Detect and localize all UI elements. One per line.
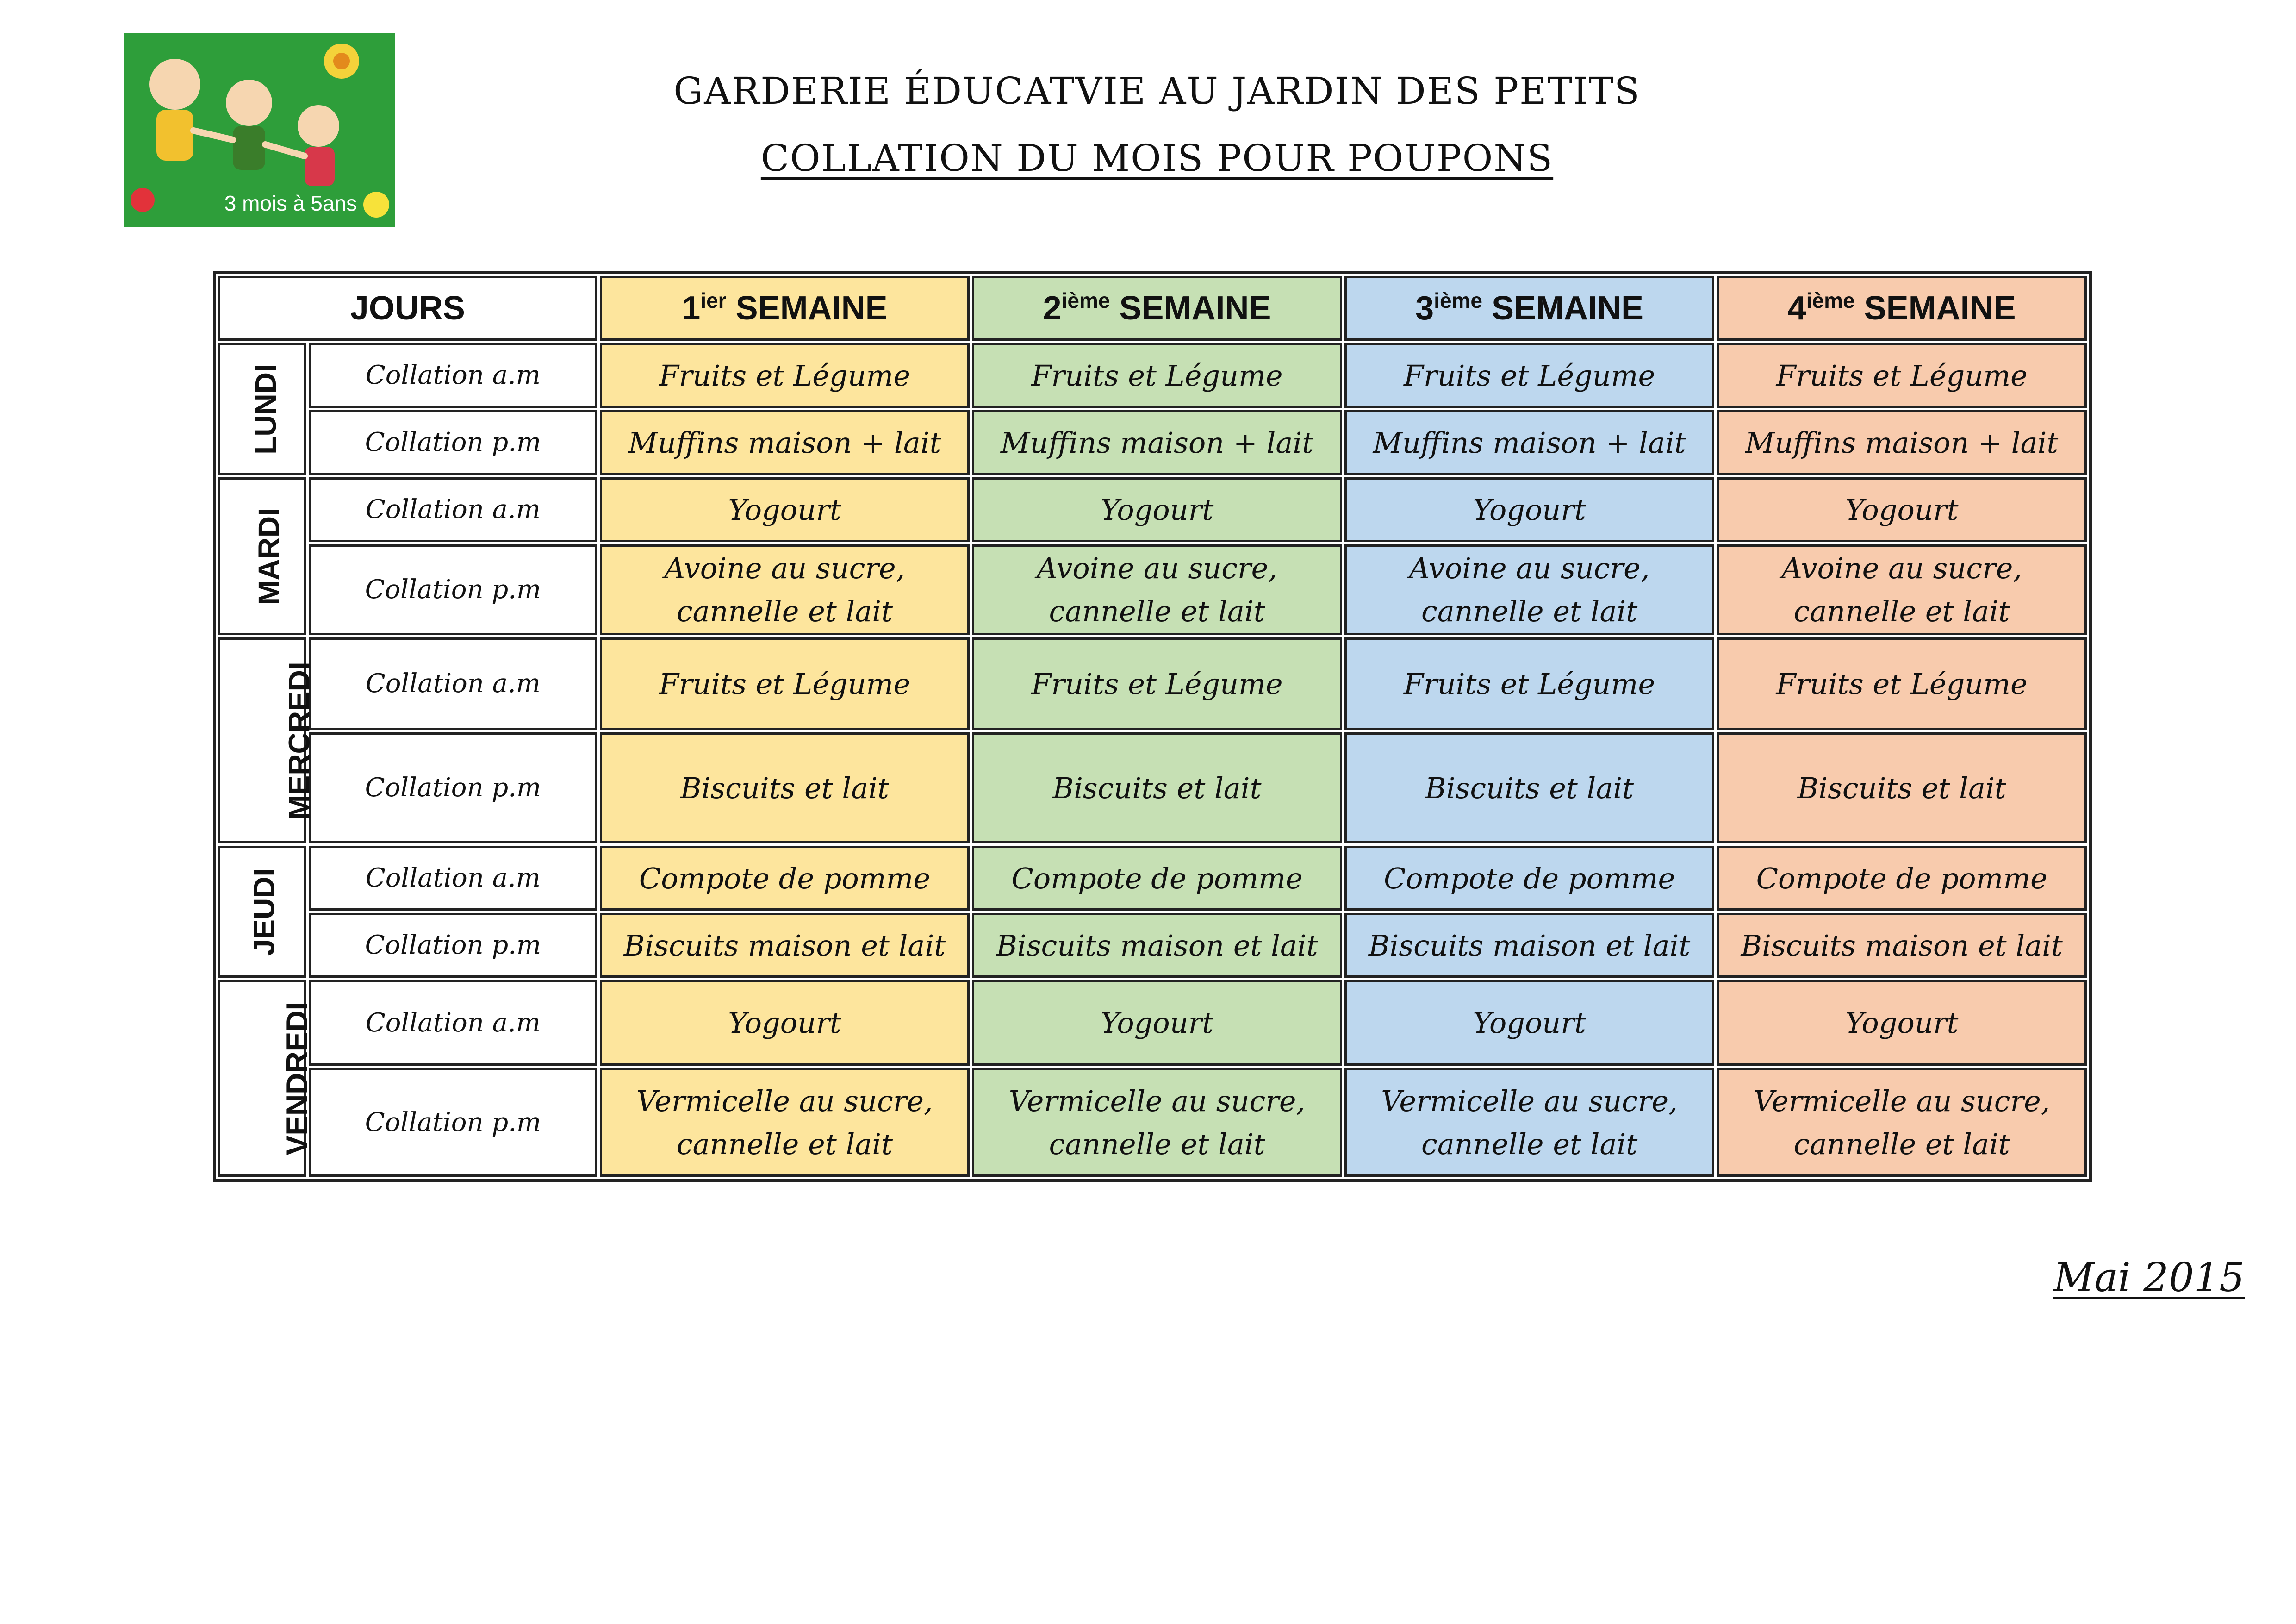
- week-sup: ième: [1434, 288, 1483, 312]
- menu-cell: Biscuits et lait: [972, 732, 1342, 843]
- menu-cell: Yogourt: [1344, 980, 1715, 1066]
- menu-cell: Fruits et Légume: [600, 343, 970, 408]
- menu-cell: Vermicelle au sucre, cannelle et lait: [972, 1068, 1342, 1177]
- slot-label: Collation p.m: [309, 732, 597, 843]
- menu-cell: Fruits et Légume: [1344, 637, 1715, 730]
- menu-cell: Biscuits maison et lait: [1717, 913, 2087, 978]
- menu-cell: Fruits et Légume: [972, 343, 1342, 408]
- week-label: SEMAINE: [1110, 290, 1271, 327]
- slot-label: Collation p.m: [309, 544, 597, 635]
- menu-cell: Biscuits maison et lait: [972, 913, 1342, 978]
- menu-cell: Compote de pomme: [1344, 846, 1715, 911]
- menu-cell: Muffins maison + lait: [1344, 410, 1715, 475]
- menu-cell: Yogourt: [1717, 980, 2087, 1066]
- day-label: VENDREDI: [218, 980, 306, 1177]
- week-sup: ier: [700, 288, 727, 312]
- menu-cell: Muffins maison + lait: [972, 410, 1342, 475]
- day-label: MERCREDI: [218, 637, 306, 843]
- slot-label: Collation a.m: [309, 637, 597, 730]
- logo-caption: 3 mois à 5ans: [224, 191, 357, 215]
- col-header-week-4: [1717, 276, 2087, 341]
- menu-cell: Muffins maison + lait: [1717, 410, 2087, 475]
- snack-menu-table: [213, 271, 2092, 1182]
- table-row: [218, 544, 2087, 635]
- menu-cell: Yogourt: [600, 477, 970, 542]
- slot-label: Collation p.m: [309, 1068, 597, 1177]
- table-row: [218, 410, 2087, 475]
- table-row: [218, 343, 2087, 408]
- menu-cell: Vermicelle au sucre, cannelle et lait: [1344, 1068, 1715, 1177]
- slot-label: Collation p.m: [309, 913, 597, 978]
- slot-label: Collation a.m: [309, 846, 597, 911]
- menu-cell: Compote de pomme: [972, 846, 1342, 911]
- week-num: 4: [1787, 290, 1806, 327]
- day-label: JEUDI: [218, 846, 306, 978]
- menu-cell: Biscuits et lait: [1344, 732, 1715, 843]
- menu-cell: Avoine au sucre, cannelle et lait: [1344, 544, 1715, 635]
- col-header-days: JOURS: [218, 276, 597, 341]
- menu-cell: Fruits et Légume: [600, 637, 970, 730]
- table-row: [218, 1068, 2087, 1177]
- menu-cell: Yogourt: [1717, 477, 2087, 542]
- menu-cell: Fruits et Légume: [1717, 343, 2087, 408]
- page-subtitle: [463, 137, 1851, 180]
- week-sup: ième: [1061, 288, 1110, 312]
- slot-label: Collation a.m: [309, 477, 597, 542]
- week-num: 3: [1415, 290, 1434, 327]
- table-row: [218, 846, 2087, 911]
- table-row: [218, 477, 2087, 542]
- table-header-row: [218, 276, 2087, 341]
- menu-cell: Yogourt: [972, 980, 1342, 1066]
- slot-label: Collation a.m: [309, 343, 597, 408]
- slot-label: Collation a.m: [309, 980, 597, 1066]
- table-row: [218, 913, 2087, 978]
- menu-cell: Compote de pomme: [1717, 846, 2087, 911]
- menu-cell: Biscuits maison et lait: [600, 913, 970, 978]
- page-subtitle-text: COLLATION DU MOIS POUR POUPONS: [760, 137, 1554, 180]
- menu-cell: Vermicelle au sucre, cannelle et lait: [600, 1068, 970, 1177]
- slot-label: Collation p.m: [309, 410, 597, 475]
- menu-cell: Yogourt: [972, 477, 1342, 542]
- menu-cell: Vermicelle au sucre, cannelle et lait: [1717, 1068, 2087, 1177]
- menu-cell: Biscuits et lait: [1717, 732, 2087, 843]
- menu-cell: Biscuits et lait: [600, 732, 970, 843]
- menu-cell: Compote de pomme: [600, 846, 970, 911]
- menu-cell: Fruits et Légume: [1717, 637, 2087, 730]
- day-label: MARDI: [218, 477, 306, 635]
- menu-cell: Muffins maison + lait: [600, 410, 970, 475]
- col-header-week-1: [600, 276, 970, 341]
- week-num: 2: [1043, 290, 1062, 327]
- table-row: [218, 637, 2087, 730]
- week-num: 1: [682, 290, 701, 327]
- menu-cell: Avoine au sucre, cannelle et lait: [600, 544, 970, 635]
- menu-cell: Biscuits maison et lait: [1344, 913, 1715, 978]
- menu-cell: Fruits et Légume: [972, 637, 1342, 730]
- table-row: [218, 980, 2087, 1066]
- week-label: SEMAINE: [1482, 290, 1644, 327]
- menu-date: Mai 2015: [2053, 1255, 2245, 1301]
- menu-cell: Avoine au sucre, cannelle et lait: [972, 544, 1342, 635]
- menu-cell: Fruits et Légume: [1344, 343, 1715, 408]
- week-label: SEMAINE: [1854, 290, 2016, 327]
- week-label: SEMAINE: [726, 290, 888, 327]
- page-title: GARDERIE ÉDUCATVIE AU JARDIN DES PETITS: [673, 69, 1641, 112]
- menu-cell: Yogourt: [600, 980, 970, 1066]
- daycare-logo: [124, 33, 395, 227]
- table-row: [218, 732, 2087, 843]
- col-header-week-2: [972, 276, 1342, 341]
- menu-cell: Avoine au sucre, cannelle et lait: [1717, 544, 2087, 635]
- week-sup: ième: [1806, 288, 1855, 312]
- col-header-week-3: [1344, 276, 1715, 341]
- day-label: LUNDI: [218, 343, 306, 475]
- menu-cell: Yogourt: [1344, 477, 1715, 542]
